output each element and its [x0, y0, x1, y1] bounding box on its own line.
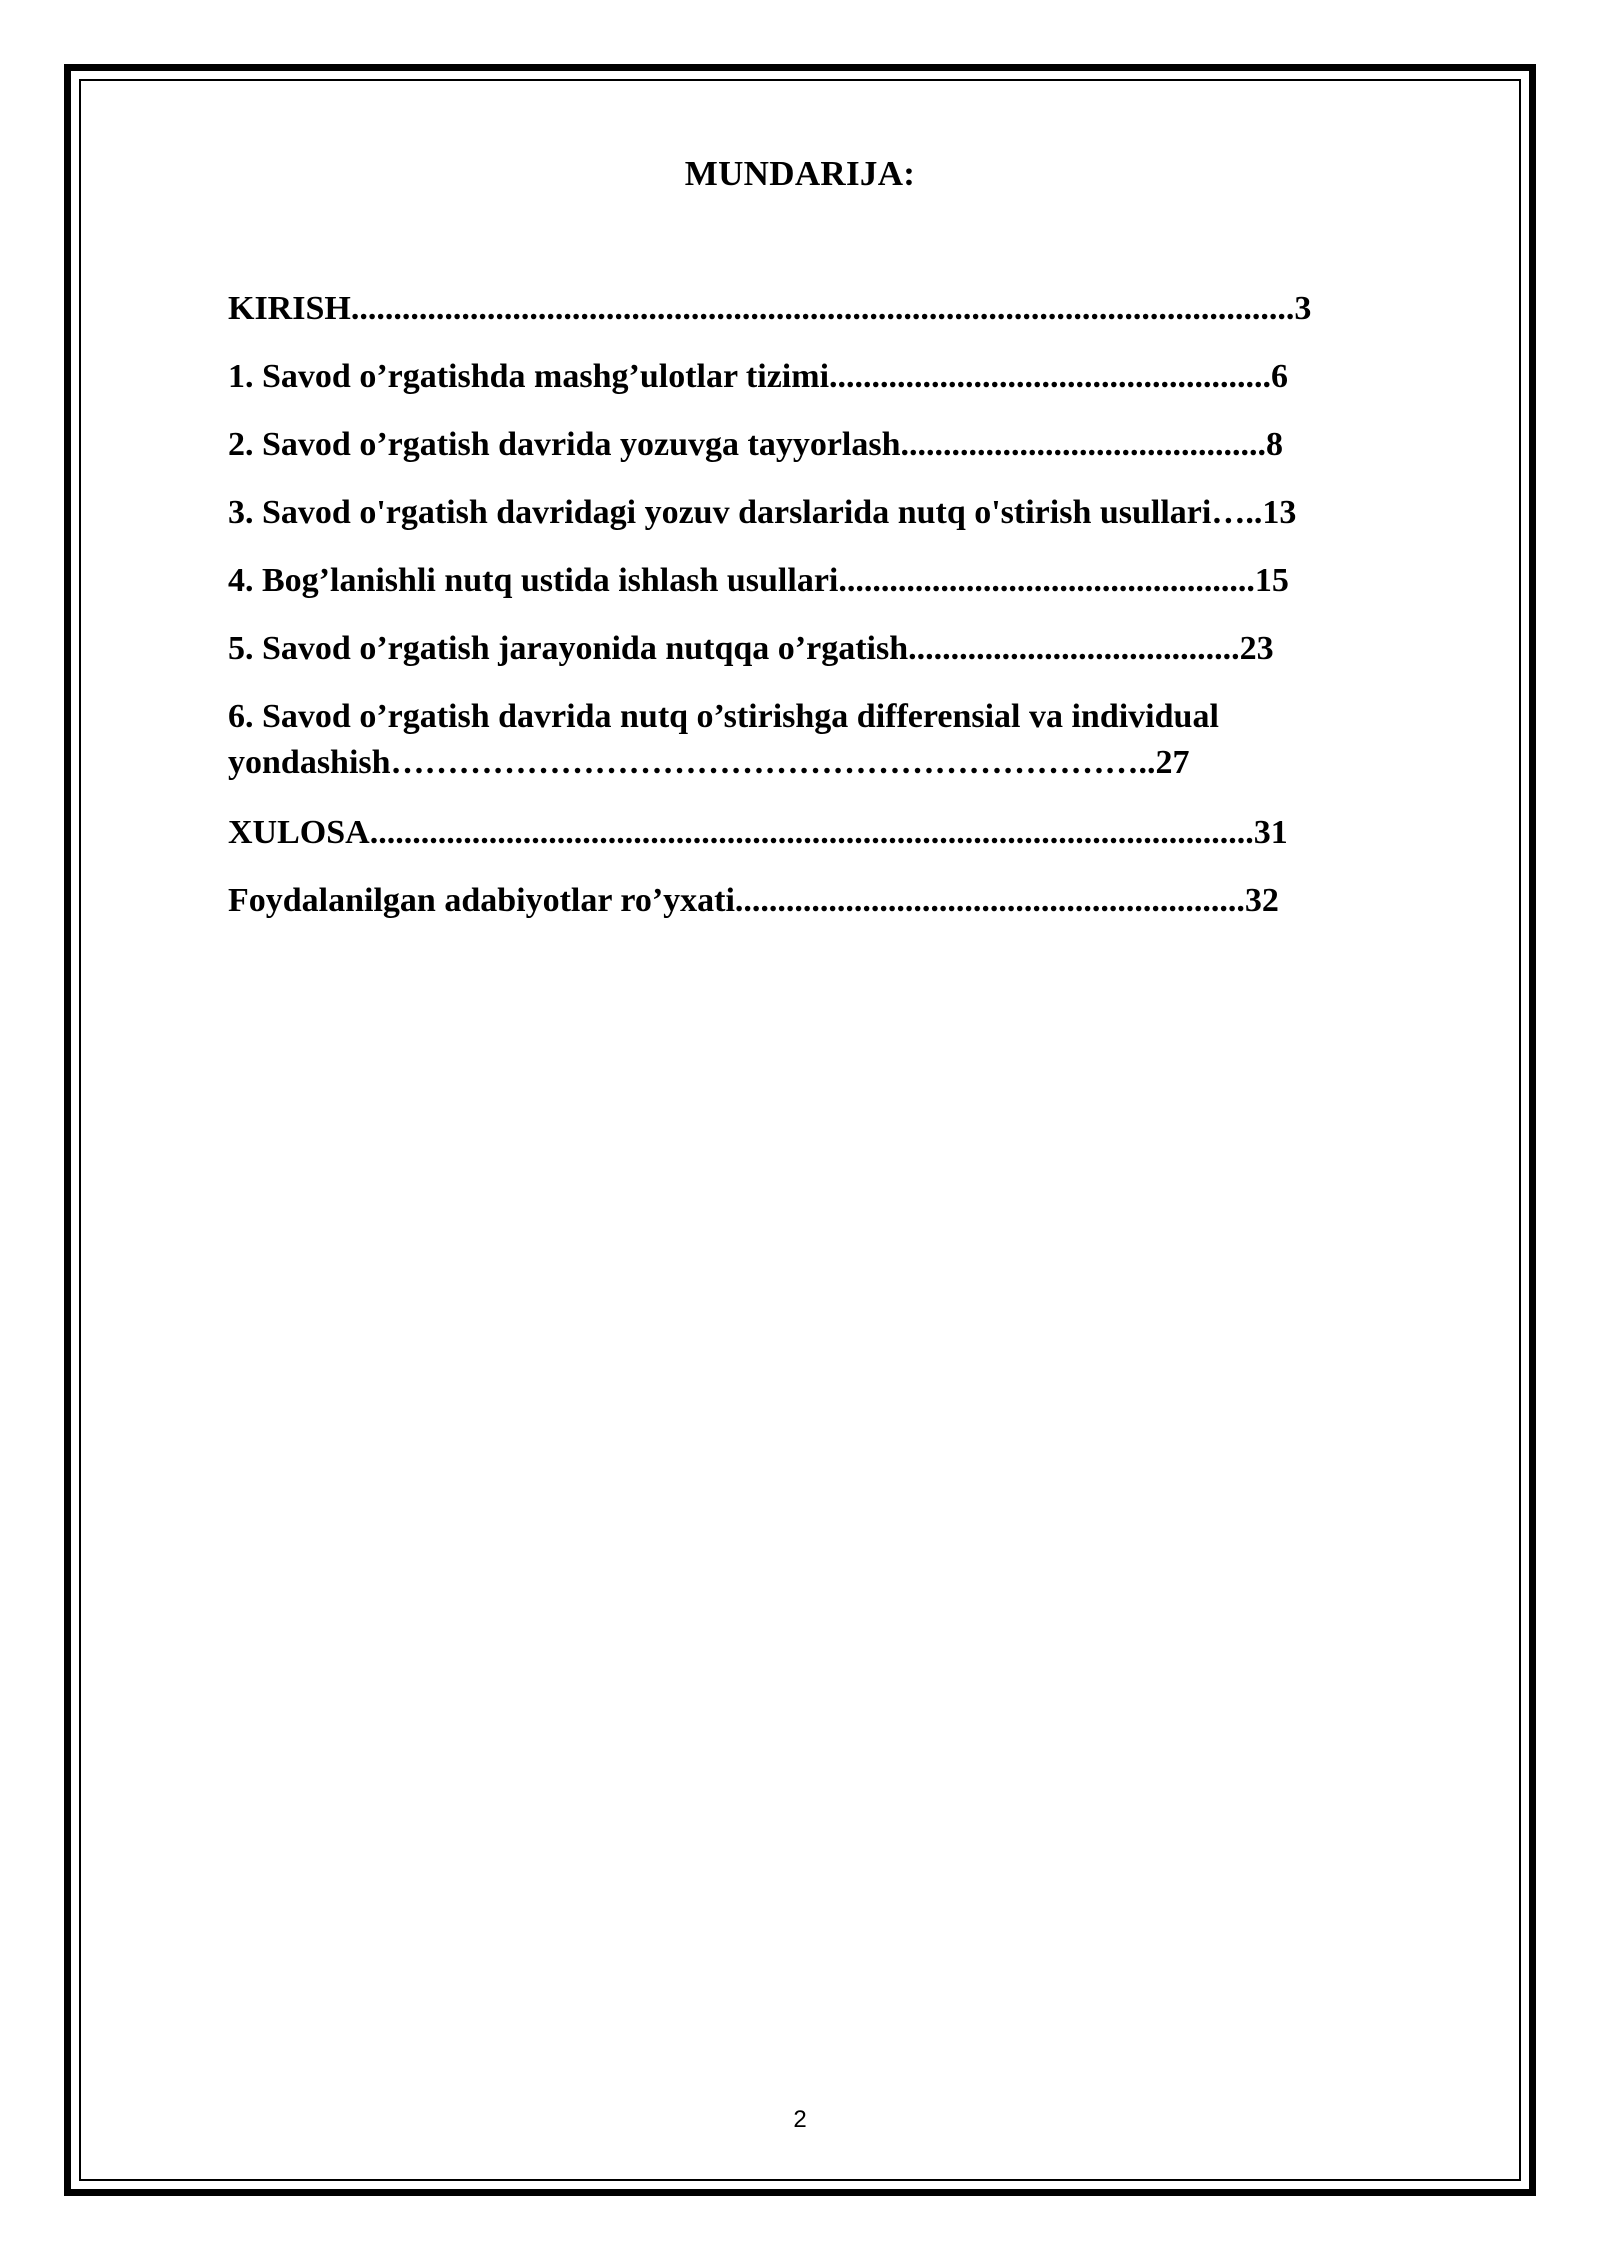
- toc-entry-conclusion: XULOSA........................................................................................................31: [228, 814, 1288, 851]
- toc-entry-2: 2. Savod o’rgatish davrida yozuvga tayyorlash...........................................8: [228, 426, 1283, 463]
- toc-entry-6-line-1: 6. Savod o’rgatish davrida nutq o’stirishga differensial va individual: [228, 698, 1219, 735]
- toc-entry-5: 5. Savod o’rgatish jarayonida nutqqa o’rgatish.......................................23: [228, 630, 1274, 667]
- toc-entry-1: 1. Savod o’rgatishda mashg’ulotlar tizimi....................................................6: [228, 358, 1289, 395]
- toc-entry-introduction: KIRISH...............................................................................................................3: [228, 290, 1312, 327]
- table-of-contents: [228, 286, 1428, 946]
- toc-entry-6: [228, 694, 1428, 786]
- toc-entry-4: 4. Bog’lanishli nutq ustida ishlash usullari.................................................15: [228, 562, 1289, 599]
- page-number: 2: [793, 2106, 807, 2133]
- toc-entry-3: 3. Savod o'rgatish davridagi yozuv darslarida nutq o'stirish usullari…..13: [228, 494, 1297, 531]
- toc-entry-6-line-2: yondashish…………………………………………………………..27: [228, 744, 1190, 781]
- page-title: MUNDARIJA:: [684, 154, 916, 193]
- toc-entry-references: Foydalanilgan adabiyotlar ro’yxati............................................................32: [228, 882, 1279, 919]
